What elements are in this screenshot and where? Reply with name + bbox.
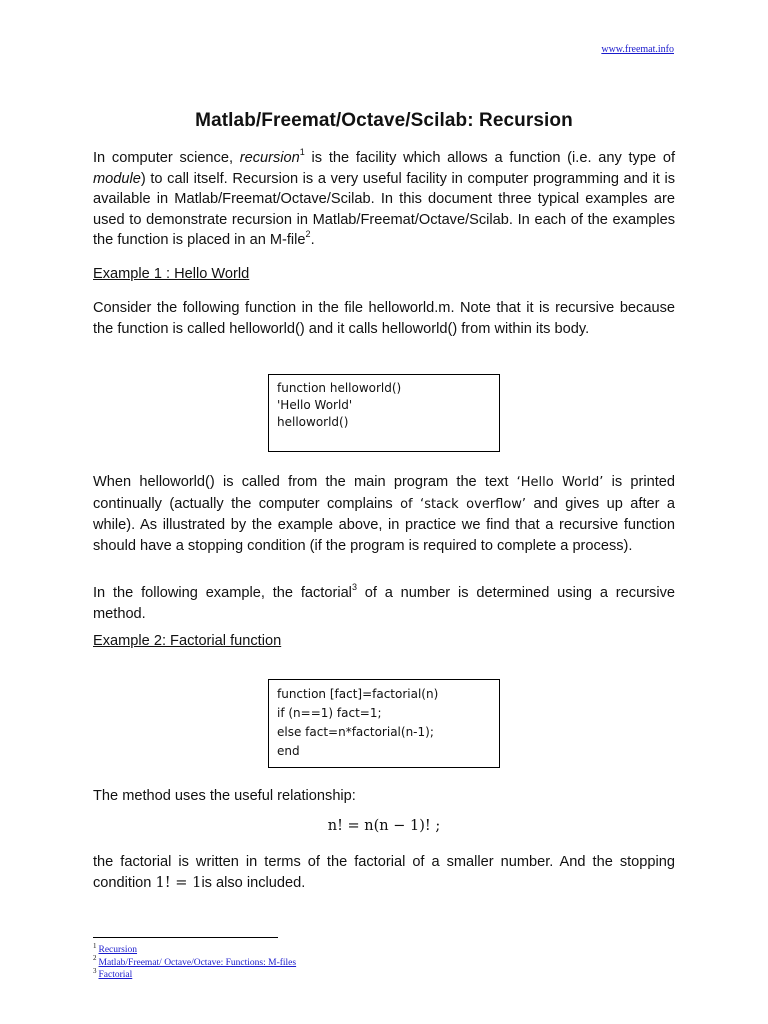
factorial-formula: n! = n(n − 1)! ; xyxy=(327,818,441,834)
page-title: Matlab/Freemat/Octave/Scilab: Recursion xyxy=(195,110,573,131)
hello-world-quote: ‘Hello World’ xyxy=(516,475,604,490)
footnote-number: 1 xyxy=(93,941,97,950)
intro-text-4: . xyxy=(310,232,315,248)
code-line: else fact=n*factorial(n-1); xyxy=(277,725,434,739)
factorial-intro-paragraph xyxy=(93,583,675,624)
footnote-ref-2[interactable]: 2 xyxy=(305,229,311,240)
intro-text-1: In computer science, xyxy=(93,150,240,166)
stopping-condition-formula: 1! = 1 xyxy=(155,873,202,891)
explanation-text-1: When helloworld() is called from the main program the text xyxy=(93,474,517,490)
closing-text-1: the factorial is written in terms of the factorial of a smaller number. And the stopping condition xyxy=(93,854,675,891)
code-line: function [fact]=factorial(n) xyxy=(277,687,439,701)
footnote-link-functions[interactable]: Matlab/Freemat/ Octave/Octave: Functions: M-files xyxy=(98,957,297,968)
footnote-item xyxy=(93,941,296,957)
header-website-link[interactable]: www.freemat.info xyxy=(601,44,674,55)
footnote-ref-3[interactable]: 3 xyxy=(351,582,357,593)
code-line: end xyxy=(277,744,300,758)
recursion-term: recursion xyxy=(239,150,300,166)
intro-paragraph xyxy=(93,148,675,251)
relationship-text: The method uses the useful relationship: xyxy=(93,788,356,804)
code-line: function helloworld() xyxy=(277,381,402,395)
footnote-divider xyxy=(93,937,278,938)
footnote-number: 3 xyxy=(93,966,97,975)
example1-heading: Example 1 : Hello World xyxy=(93,266,250,282)
code-block-helloworld xyxy=(268,374,500,452)
footnote-number: 2 xyxy=(93,954,97,963)
closing-text-2: is also included. xyxy=(201,874,306,891)
footnote-item xyxy=(93,954,297,970)
explanation-text-3: and gives up after a while). As illustrated by the example above, in practice we find that a recursive function should have a stopping condition (if the program is required to complete a process). xyxy=(93,495,675,554)
explanation-paragraph xyxy=(93,472,675,556)
code-block-factorial xyxy=(268,679,500,768)
intro-text-3: ) to call itself. Recursion is a very useful facility in computer programming and it is available in Matlab/Freemat/Octave/Scilab. In this document three typical examples are used to demonstrate recursion in Matlab/Freemat/Octave/Scilab. In each of the examples the function is placed in an M-file xyxy=(93,170,675,248)
module-term: module xyxy=(93,170,141,187)
stack-overflow-quote: of ‘stack overflow’ xyxy=(400,496,527,512)
example2-heading: Example 2: Factorial function xyxy=(93,633,282,649)
footnotes-list xyxy=(93,941,297,982)
code-line: if (n==1) fact=1; xyxy=(277,706,382,720)
footnote-ref-1[interactable]: 1 xyxy=(299,147,305,158)
code-line: 'Hello World' xyxy=(277,398,353,412)
factorial-intro-text-1: In the following example, the factorial xyxy=(93,585,352,601)
closing-paragraph xyxy=(93,852,675,893)
intro-text-2: is the facility which allows a function (i.e. any type of xyxy=(304,150,675,166)
footnote-link-recursion[interactable]: Recursion xyxy=(98,945,138,955)
explanation-text-2: is printed continually (actually the computer complains xyxy=(93,474,675,512)
code-line: helloworld() xyxy=(277,415,349,429)
footnote-link-factorial[interactable]: Factorial xyxy=(98,970,133,980)
example1-description: Consider the following function in the file helloworld.m. Note that it is recursive because the function is called helloworld() and it calls helloworld() from within its body. xyxy=(93,300,675,337)
footnote-item xyxy=(93,966,296,982)
factorial-intro-text-2: of a number is determined using a recursive method. xyxy=(93,585,676,622)
